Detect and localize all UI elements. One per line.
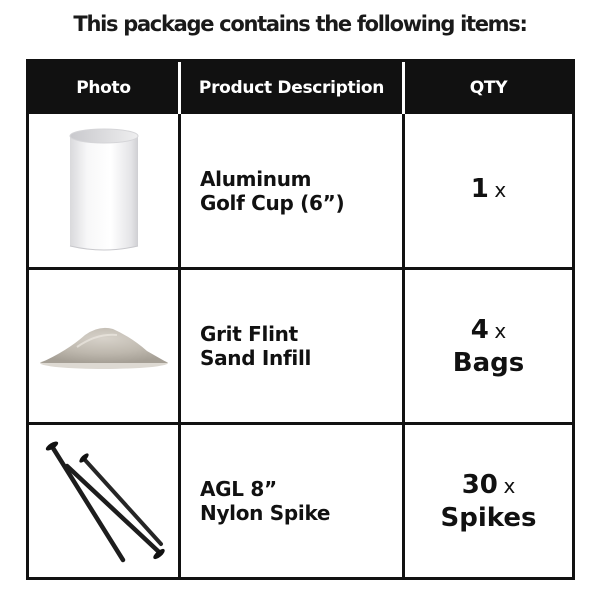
table-row-description-cell bbox=[181, 114, 421, 267]
product-name-line2: Sand Infill bbox=[200, 346, 312, 370]
qty-multiplier: x bbox=[494, 318, 507, 343]
sand-pile-image bbox=[37, 321, 171, 371]
header-divider bbox=[178, 62, 181, 114]
qty-number: 30 bbox=[461, 469, 498, 500]
table-row-description-cell bbox=[181, 425, 421, 577]
column-header-qty: QTY bbox=[469, 78, 508, 98]
qty-unit: Bags bbox=[452, 347, 525, 378]
spike-icon bbox=[77, 452, 160, 544]
product-name-line1: Grit Flint bbox=[200, 322, 298, 346]
qty-multiplier: x bbox=[503, 473, 516, 498]
product-name-line2: Golf Cup (6”) bbox=[200, 190, 345, 215]
qty-unit: Spikes bbox=[440, 502, 537, 533]
table-row-qty-cell bbox=[405, 114, 572, 267]
product-name-line1: Aluminum bbox=[200, 166, 312, 191]
table-row-photo-cell bbox=[29, 425, 178, 577]
column-header-photo: Photo bbox=[76, 78, 131, 98]
table-row-description-cell bbox=[181, 270, 421, 422]
table-row-photo-cell bbox=[29, 114, 178, 267]
nylon-spikes-image bbox=[37, 436, 171, 566]
white-golf-cup-image bbox=[64, 126, 144, 256]
table-row-photo-cell bbox=[29, 270, 178, 422]
page-heading: This package contains the following items: bbox=[73, 12, 527, 36]
table-row-qty-cell bbox=[405, 270, 572, 422]
product-name-line1: AGL 8” bbox=[200, 477, 277, 501]
column-header-description: Product Description bbox=[198, 78, 385, 98]
table-header-row bbox=[29, 62, 572, 114]
qty-multiplier: x bbox=[494, 178, 507, 202]
qty-number: 4 bbox=[470, 314, 489, 345]
header-divider bbox=[402, 62, 405, 114]
items-table bbox=[26, 59, 575, 580]
qty-number: 1 bbox=[470, 174, 489, 204]
product-name-line2: Nylon Spike bbox=[200, 501, 331, 525]
table-row-qty-cell bbox=[405, 425, 572, 577]
